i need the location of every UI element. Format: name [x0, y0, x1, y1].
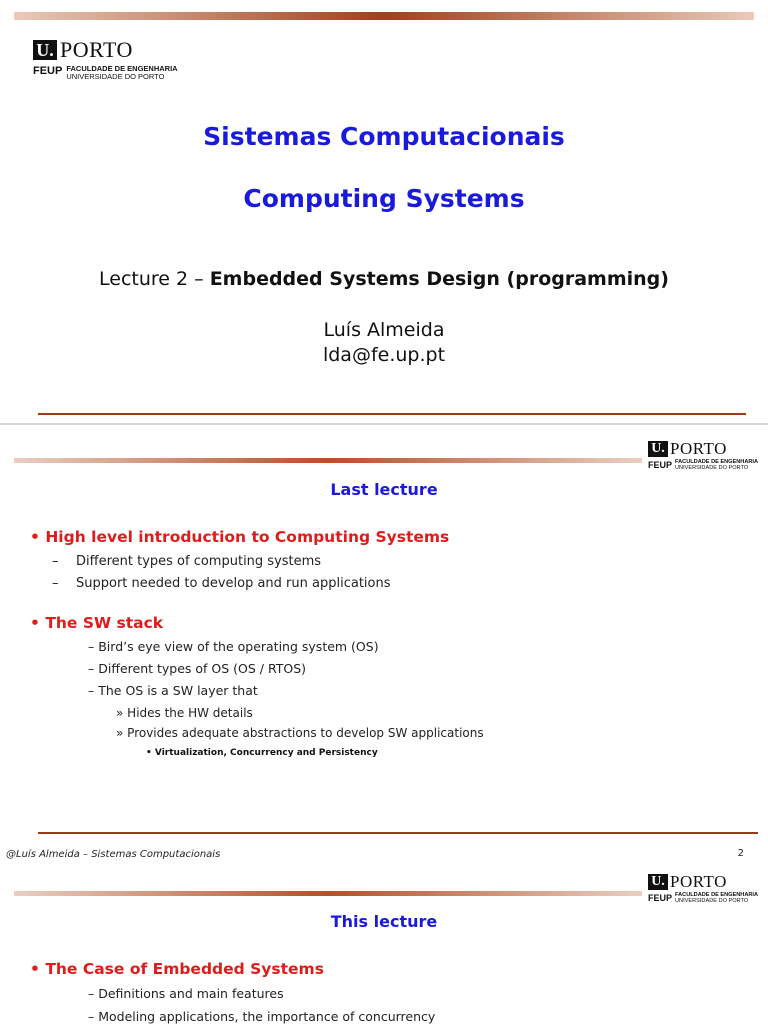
dash-marker: –	[52, 554, 59, 569]
sub-sub-item	[116, 726, 484, 740]
guillemet-marker: »	[116, 706, 124, 720]
uporto-logo-small	[648, 872, 758, 905]
author-name: Luís Almeida	[323, 319, 445, 341]
sub-sub-item	[116, 706, 253, 720]
slide-1	[0, 0, 768, 423]
title-portuguese: Sistemas Computacionais	[203, 122, 565, 151]
author-block	[0, 318, 768, 368]
logo-u-mark: U.	[648, 874, 668, 890]
sub-item-text: Different types of computing systems	[76, 554, 322, 569]
slide-3	[0, 866, 768, 1024]
slide-2	[0, 425, 768, 865]
uporto-logo-small	[648, 439, 758, 472]
bullet-item	[30, 960, 324, 978]
lecture-topic: Embedded Systems Design (programming)	[209, 268, 669, 290]
logo-feup-text: FEUP	[33, 65, 63, 77]
logo-u-mark: U.	[648, 441, 668, 457]
sub-sub-item-text: Hides the HW details	[127, 706, 253, 720]
footer-line	[38, 413, 746, 415]
sub-item	[88, 1009, 435, 1024]
bullet-marker: •	[30, 614, 40, 632]
guillemet-marker: »	[116, 726, 124, 740]
logo-sub-line1: FACULDADE DE ENGENHARIA	[675, 892, 758, 898]
bullet-marker: •	[30, 528, 40, 546]
page-number: 2	[737, 848, 744, 859]
logo-sub-line2: UNIVERSIDADE DO PORTO	[675, 897, 749, 904]
header-accent-bar	[14, 458, 642, 463]
logo-porto-text: PORTO	[670, 872, 727, 891]
sub-sub-item-text: Provides adequate abstractions to develop SW applications	[127, 726, 484, 740]
slide-heading: Last lecture	[330, 480, 438, 499]
sub-item	[88, 639, 379, 654]
footer-line	[38, 832, 758, 834]
footer-credit: @Luís Almeida – Sistemas Computacionais	[6, 849, 221, 860]
sub-item-text: Bird’s eye view of the operating system (OS)	[98, 639, 379, 654]
sub-item	[88, 661, 306, 676]
bullet-marker: •	[30, 960, 40, 978]
sub-item	[88, 683, 258, 698]
top-accent-bar	[14, 12, 754, 20]
dash-marker: –	[88, 639, 95, 654]
sub-item-text: Different types of OS (OS / RTOS)	[98, 661, 307, 676]
sub-item	[52, 576, 391, 591]
bullet-item	[30, 528, 449, 546]
bullet-text: The SW stack	[45, 614, 164, 632]
sub-item	[52, 554, 321, 569]
level4-item-text: Virtualization, Concurrency and Persistency	[154, 748, 378, 758]
bullet-marker: •	[146, 748, 152, 758]
logo-sub-line1: FACULDADE DE ENGENHARIA	[675, 459, 758, 465]
logo-sub-line2: UNIVERSIDADE DO PORTO	[675, 464, 749, 471]
logo-feup-text: FEUP	[648, 460, 673, 470]
logo-sub-line2: UNIVERSIDADE DO PORTO	[66, 71, 165, 81]
bullet-text: The Case of Embedded Systems	[45, 960, 324, 978]
header-accent-bar	[14, 891, 642, 896]
dash-marker: –	[88, 683, 95, 698]
level4-item	[146, 748, 378, 758]
logo-feup-text: FEUP	[648, 893, 673, 903]
lecture-prefix: Lecture 2 –	[99, 268, 210, 290]
logo-u-mark: U.	[33, 40, 57, 60]
sub-item-text: The OS is a SW layer that	[98, 683, 258, 698]
logo-sub-line1: FACULDADE DE ENGENHARIA	[66, 64, 178, 73]
uporto-logo	[33, 37, 178, 81]
dash-marker: –	[88, 986, 95, 1001]
dash-marker: –	[52, 576, 59, 591]
title-english: Computing Systems	[243, 184, 525, 213]
sub-item-text: Support needed to develop and run applications	[76, 576, 391, 591]
lecture-line	[0, 268, 768, 290]
dash-marker: –	[88, 661, 95, 676]
bullet-item	[30, 614, 163, 632]
sub-item-text: Definitions and main features	[98, 986, 284, 1001]
dash-marker: –	[88, 1009, 95, 1024]
sub-item	[88, 986, 284, 1001]
logo-porto-text: PORTO	[670, 439, 727, 458]
author-email: lda@fe.up.pt	[322, 344, 446, 366]
slide-heading: This lecture	[330, 912, 438, 931]
bullet-text: High level introduction to Computing Systems	[45, 528, 450, 546]
logo-porto-text: PORTO	[60, 37, 133, 62]
sub-item-text: Modeling applications, the importance of concurrency	[98, 1009, 436, 1024]
